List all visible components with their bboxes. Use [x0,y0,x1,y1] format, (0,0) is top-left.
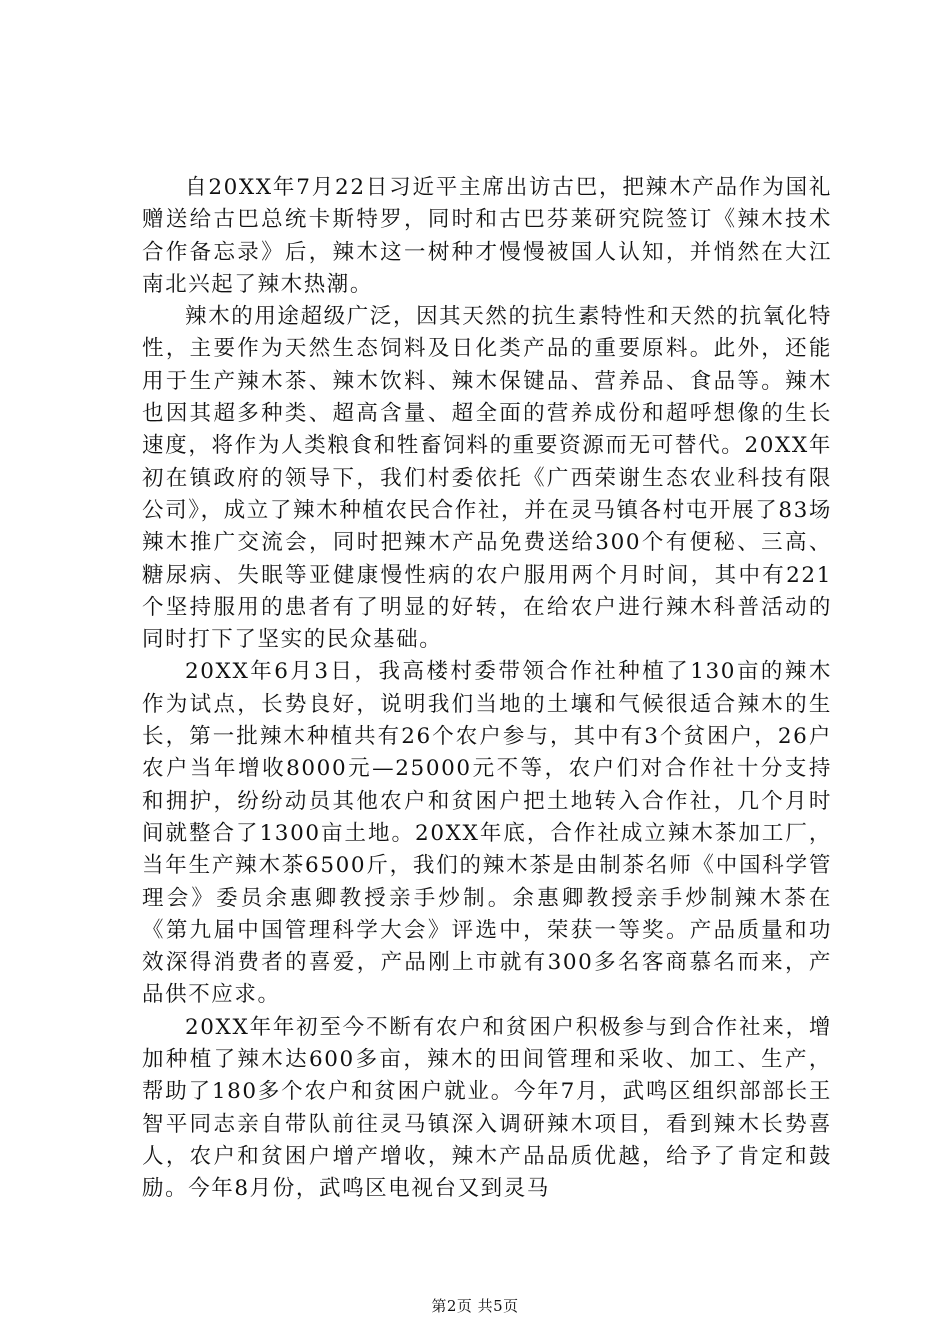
paragraph-4: 20XX年年初至今不断有农户和贫困户积极参与到合作社来，增加种植了辣木达600多亩，辣木的田间管理和采收、加工、生产，帮助了180多个农户和贫困户就业。今年7月，武鸣区组织部部长王智平同志亲自带队前往灵马镇深入调研辣木项目，看到辣木长势喜人，农户和贫困户增产增收，辣木产品品质优越，给予了肯定和鼓励。今年8月份，武鸣区电视台又到灵马 [142,1014,832,1202]
paragraph-2: 辣木的用途超级广泛，因其天然的抗生素特性和天然的抗氧化特性，主要作为天然生态饲料及日化类产品的重要原料。此外，还能用于生产辣木茶、辣木饮料、辣木保键品、营养品、食品等。辣木也因其超多种类、超高含量、超全面的营养成份和超呼想像的生长速度，将作为人类粮食和牲畜饲料的重要资源而无可替代。20XX年初在镇政府的领导下，我们村委依托《广西荣谢生态农业科技有限公司》，成立了辣木种植农民合作社，并在灵马镇各村屯开展了83场辣木推广交流会，同时把辣木产品免费送给300个有便秘、三高、糖尿病、失眠等亚健康慢性病的农户服用两个月时间，其中有221个坚持服用的患者有了明显的好转，在给农户进行辣木科普活动的同时打下了坚实的民众基础。 [142,304,832,653]
paragraph-1: 自20XX年7月22日习近平主席出访古巴，把辣木产品作为国礼赠送给古巴总统卡斯特罗，同时和古巴芬莱研究院签订《辣木技术合作备忘录》后，辣木这一树种才慢慢被国人认知，并悄然在大江南北兴起了辣木热潮。 [142,175,832,297]
paragraph-3: 20XX年6月3日，我高楼村委带领合作社种植了130亩的辣木作为试点，长势良好，说明我们当地的土壤和气候很适合辣木的生长，第一批辣木种植共有26个农户参与，其中有3个贫困户，26户农户当年增收8000元—25000元不等，农户们对合作社十分支持和拥护，纷纷动员其他农户和贫困户把土地转入合作社，几个月时间就整合了1300亩土地。20XX年底，合作社成立辣木茶加工厂，当年生产辣木茶6500斤，我们的辣木茶是由制茶名师《中国科学管理会》委员余惠卿教授亲手炒制。余惠卿教授亲手炒制辣木茶在《第九届中国管理科学大会》评选中，荣获一等奖。产品质量和功效深得消费者的喜爱，产品刚上市就有300多名客商慕名而来，产品供不应求。 [142,659,832,1008]
document-body [142,172,832,1206]
page-number: 第2页 共5页 [431,1297,519,1315]
